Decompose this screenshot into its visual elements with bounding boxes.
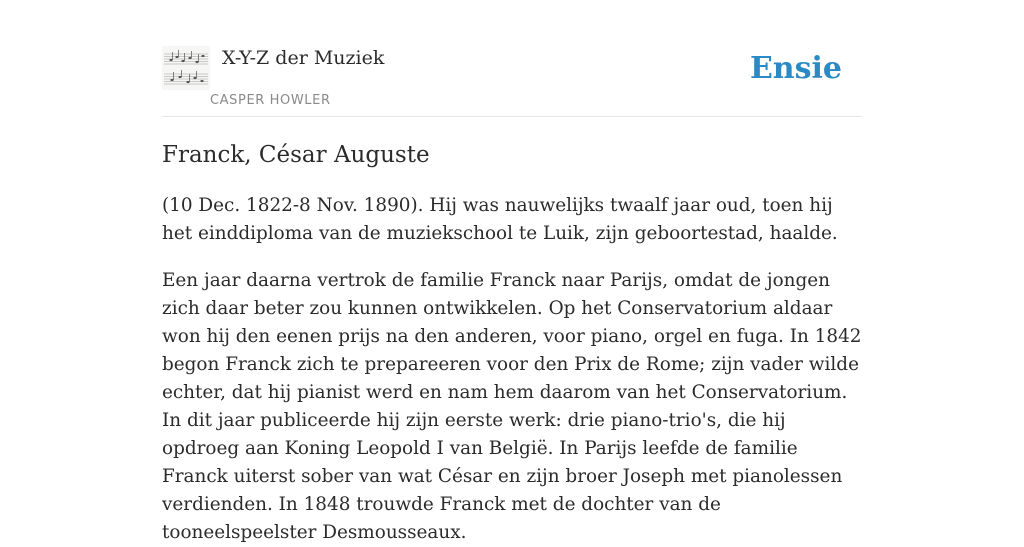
book-title[interactable]: X-Y-Z der Muziek <box>222 47 385 69</box>
header <box>162 0 862 117</box>
author-name[interactable]: CASPER HOWLER <box>210 93 331 108</box>
article-title: Franck, César Auguste <box>162 142 430 168</box>
article-paragraph: Een jaar daarna vertrok de familie Franck naar Parijs, omdat de jongen zich daar beter zou kunnen ontwikkelen. Op het Conservatorium aldaar won hij den eenen prijs na den anderen, voor piano, orgel en fuga. In 1842 begon Franck zich te prepareeren voor den Prix de Rome; zijn vader wilde echter, dat hij pianist werd en nam hem daarom van het Conservatorium. In dit jaar publiceerde hij zijn eerste werk: drie piano-trio's, die hij opdroeg aan Koning Leopold I van België. In Parijs leefde de familie Franck uiterst sober van wat César en zijn broer Joseph met pianolessen verdienden. In 1848 trouwde Franck met de dochter van de tooneelspeelster Desmousseaux. <box>162 270 862 543</box>
page <box>162 0 862 543</box>
article-paragraph: (10 Dec. 1822-8 Nov. 1890). Hij was nauwelijks twaalf jaar oud, toen hij het einddiploma van de muziekschool te Luik, zijn geboortestad, haalde. <box>162 195 838 244</box>
brand-logo[interactable]: Ensie <box>749 51 842 86</box>
sheet-music-icon[interactable] <box>162 46 210 90</box>
